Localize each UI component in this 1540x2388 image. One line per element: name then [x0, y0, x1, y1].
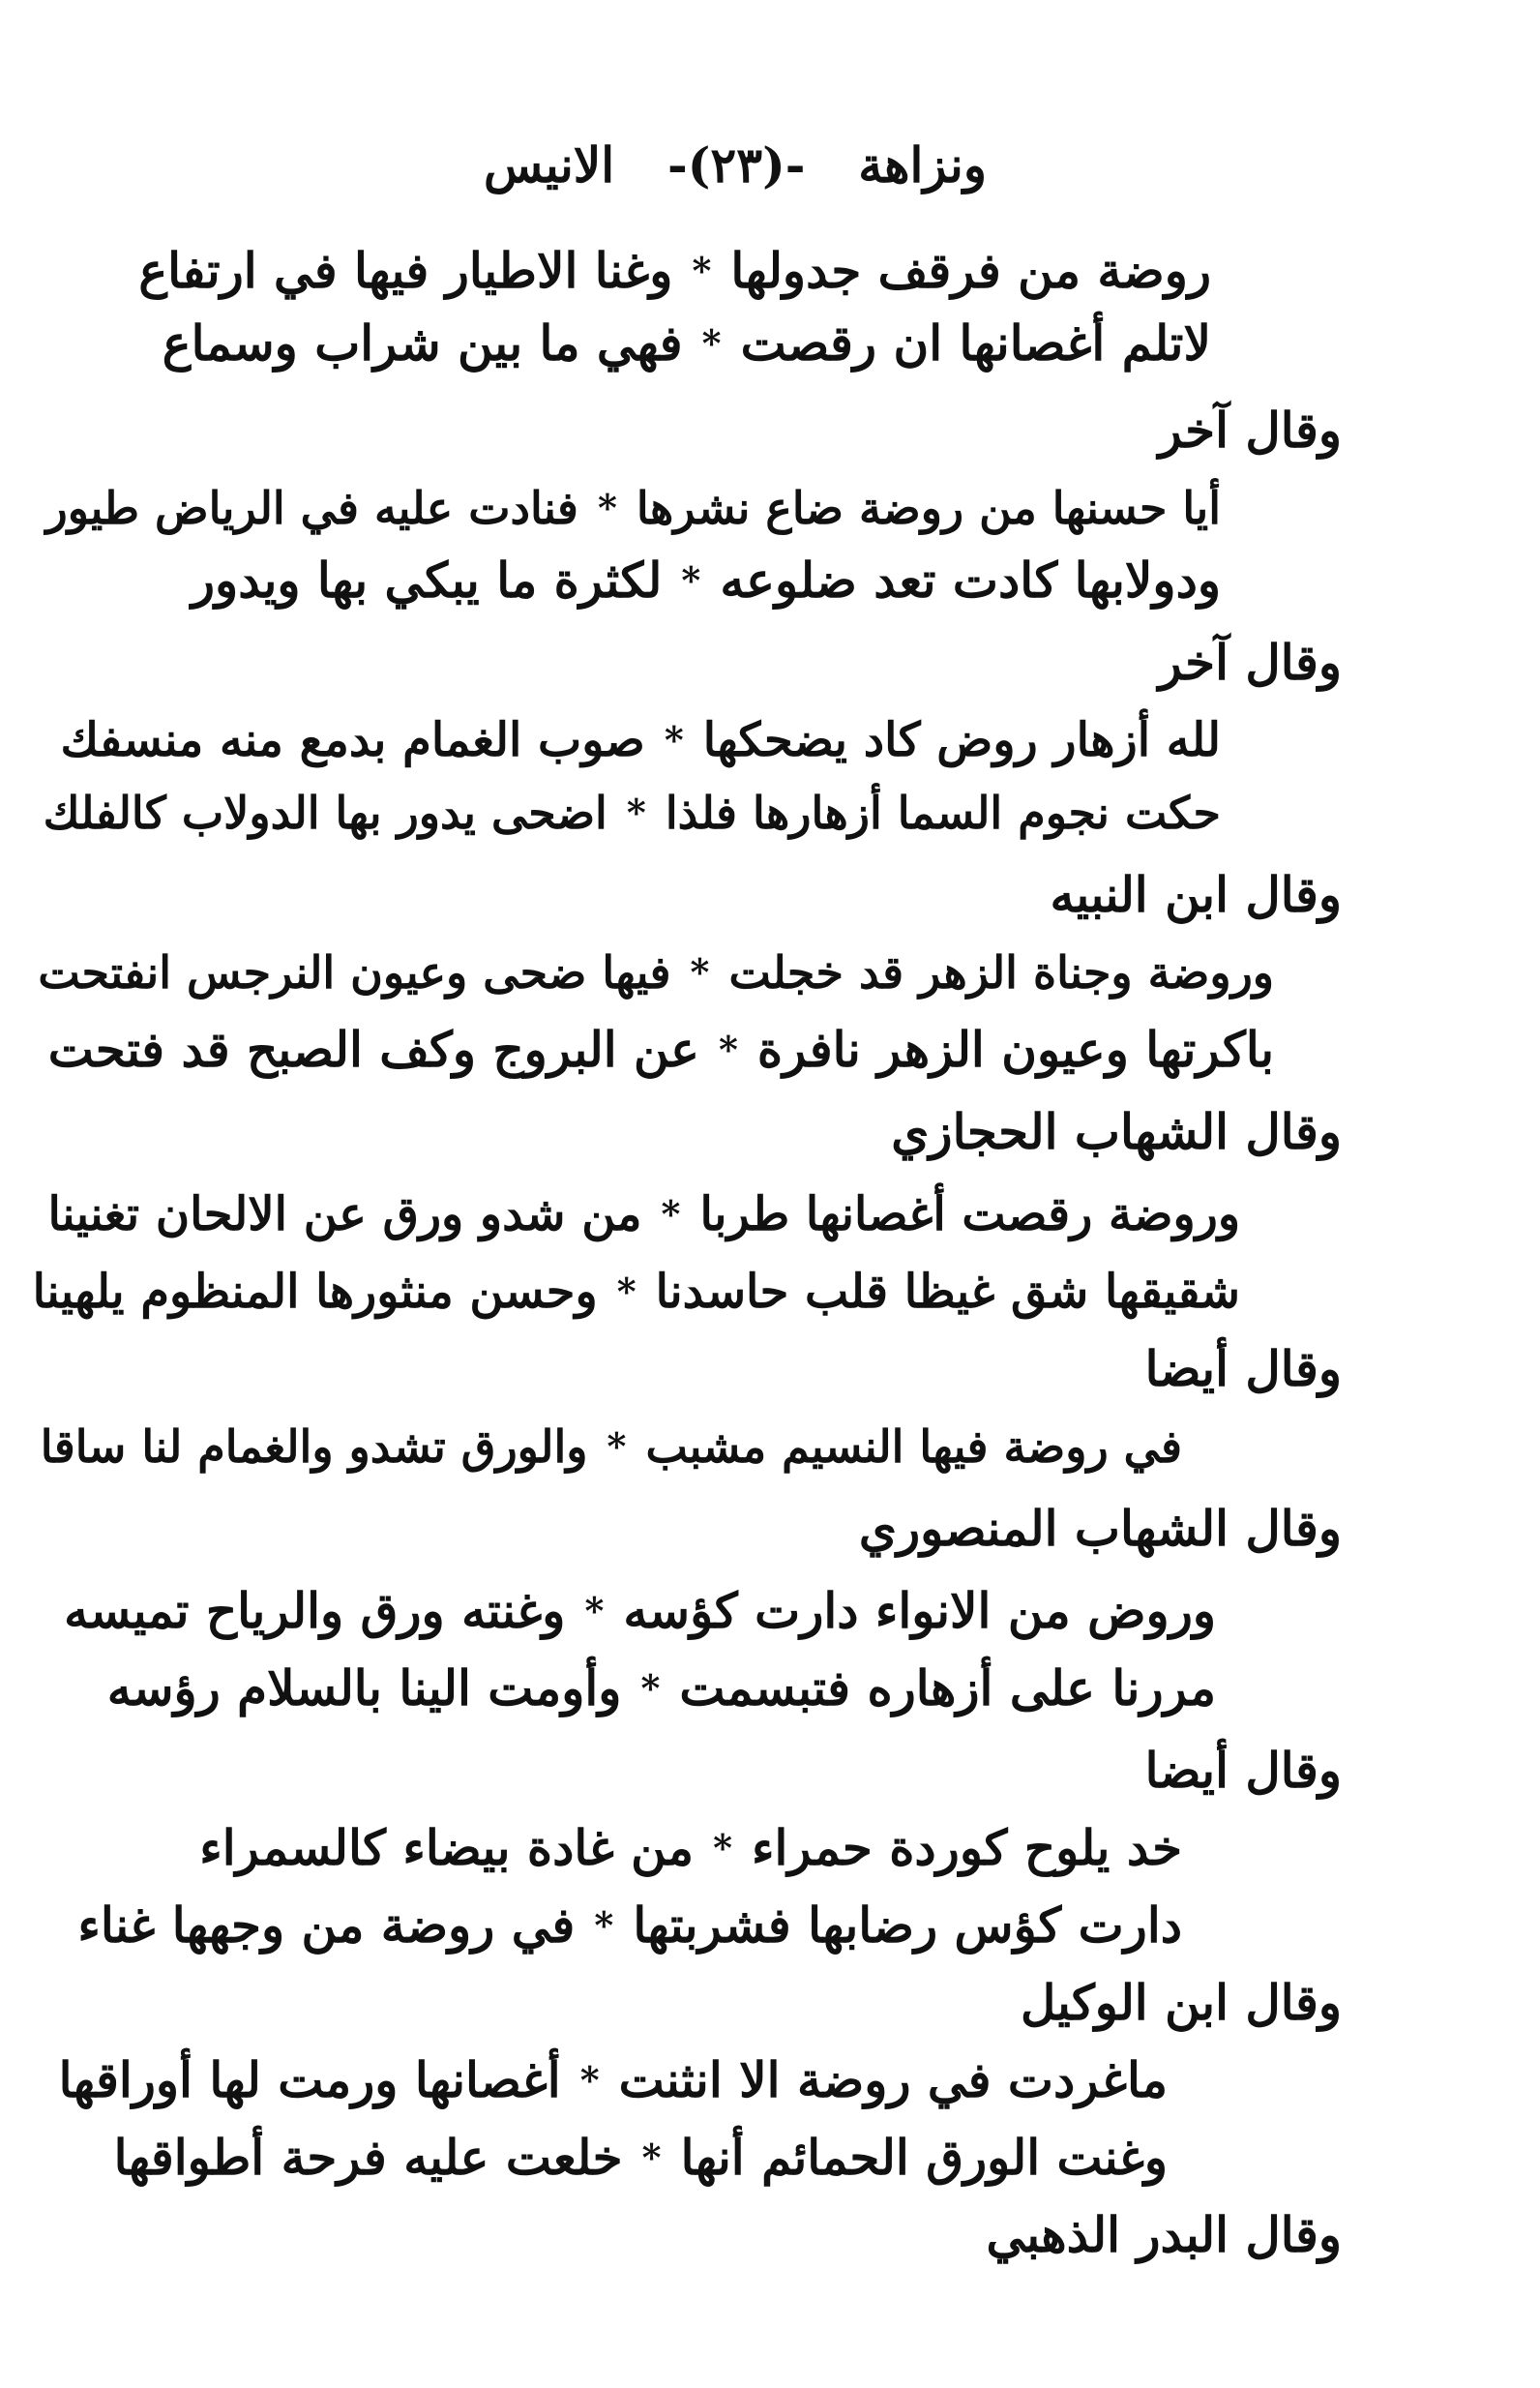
- verse-separator: *: [579, 2058, 600, 2102]
- verse-first-hemistich: وروضة رقصت أغصانها طربا: [699, 1187, 1240, 1241]
- poet-attribution: وقال أيضا: [1144, 1340, 1342, 1397]
- verse-line: [59, 2042, 1168, 2119]
- verse-line: [138, 232, 1211, 310]
- verse-line: [64, 1572, 1216, 1650]
- verse-second-hemistich: عن البروج وكف الصبح قد فتحت: [47, 1021, 699, 1078]
- verse-line: [44, 774, 1221, 851]
- verse-first-hemistich: في روضة فيها النسيم مشبب: [645, 1420, 1182, 1473]
- verse-line: [48, 1011, 1274, 1089]
- verse-line: [61, 701, 1222, 779]
- verse-separator: *: [692, 249, 712, 292]
- verse-second-hemistich: والورق تشدو والغمام لنا ساقا: [40, 1420, 588, 1473]
- verse-separator: *: [664, 718, 684, 761]
- verse-line: [163, 305, 1211, 382]
- verse-separator: *: [718, 1028, 738, 1071]
- verse-second-hemistich: أغصانها ورمت لها أوراقها: [58, 2051, 561, 2108]
- verse-first-hemistich: وغنت الورق الحمائم أنها: [680, 2129, 1168, 2186]
- verse-line: [107, 1650, 1216, 1727]
- poet-attribution: وقال الشهاب الحجازي: [891, 1103, 1342, 1160]
- page-header: [484, 126, 987, 203]
- verse-line: [192, 542, 1221, 619]
- verse-separator: *: [713, 1826, 732, 1869]
- verse-second-hemistich: في روضة من وجهها غناء: [77, 1896, 576, 1954]
- verse-second-hemistich: لكثرة ما يبكي بها ويدور: [191, 552, 663, 609]
- verse-second-hemistich: خلعت عليه فرحة أطواقها: [113, 2129, 623, 2186]
- poet-attribution: وقال ابن النبيه: [1050, 866, 1342, 923]
- verse-second-hemistich: فهي ما بين شراب وسماع: [162, 314, 683, 372]
- verse-second-hemistich: صوب الغمام بدمع منه منسفك: [60, 713, 645, 767]
- verse-line: [77, 1887, 1182, 1964]
- header-title-left: الانيس: [484, 135, 615, 194]
- verse-line: [46, 469, 1221, 547]
- verse-first-hemistich: ماغردت في روضة الا انثنت: [618, 2051, 1168, 2108]
- verse-second-hemistich: من غادة بيضاء كالسمراء: [199, 1819, 694, 1876]
- verse-first-hemistich: مررنا على أزهاره فتبسمت: [679, 1659, 1216, 1716]
- verse-separator: *: [626, 791, 646, 834]
- verse-separator: *: [701, 321, 722, 365]
- verse-separator: *: [690, 950, 710, 994]
- poet-attribution: وقال البدر الذهبي: [986, 2206, 1342, 2263]
- verse-line: [114, 2119, 1168, 2196]
- verse-second-hemistich: وغنا الاطيار فيها في ارتفاع: [138, 242, 673, 299]
- poet-attribution: وقال الشهاب المنصوري: [858, 1500, 1342, 1557]
- verse-first-hemistich: وروضة وجناة الزهر قد خجلت: [728, 946, 1274, 999]
- verse-separator: *: [640, 1666, 661, 1710]
- verse-first-hemistich: شقيقها شق غيظا قلب حاسدنا: [655, 1265, 1240, 1319]
- verse-separator: *: [681, 558, 701, 602]
- verse-first-hemistich: خد يلوح كوردة حمراء: [752, 1819, 1182, 1876]
- verse-first-hemistich: أيا حسنها من روضة ضاع نشرها: [636, 482, 1221, 534]
- verse-second-hemistich: وحسن منثورها المنظوم يلهينا: [32, 1265, 598, 1319]
- poet-attribution: وقال آخر: [1158, 402, 1342, 459]
- verse-first-hemistich: لاتلم أغصانها ان رقصت: [740, 314, 1211, 372]
- verse-second-hemistich: فيها ضحى وعيون النرجس انفتحت: [38, 946, 671, 999]
- verse-separator: *: [607, 1424, 627, 1468]
- verse-line: [38, 934, 1274, 1011]
- verse-line: [41, 1408, 1182, 1485]
- verse-second-hemistich: وغنته ورق والرياح تميسه: [64, 1582, 566, 1639]
- header-title-right: ونزاهة: [858, 135, 987, 194]
- verse-first-hemistich: باكرتها وعيون الزهر نافرة: [756, 1021, 1274, 1078]
- poet-attribution: وقال أيضا: [1144, 1742, 1342, 1799]
- verse-first-hemistich: وروض من الانواء دارت كؤسه: [623, 1582, 1216, 1639]
- page-number: -(٢٣)-: [666, 135, 806, 194]
- verse-separator: *: [597, 486, 617, 529]
- verse-first-hemistich: ودولابها كادت تعد ضلوعه: [720, 552, 1221, 609]
- poet-attribution: وقال ابن الوكيل: [1020, 1974, 1342, 2031]
- verse-line: [48, 1176, 1240, 1253]
- verse-first-hemistich: حكت نجوم السما أزهارها فلذا: [665, 787, 1221, 839]
- verse-separator: *: [584, 1589, 605, 1632]
- verse-separator: *: [616, 1269, 637, 1313]
- verse-first-hemistich: روضة من فرقف جدولها: [730, 242, 1211, 299]
- poet-attribution: وقال آخر: [1158, 634, 1342, 691]
- verse-second-hemistich: وأومت الينا بالسلام رؤسه: [106, 1659, 622, 1716]
- verse-line: [33, 1253, 1240, 1330]
- verse-line: [199, 1809, 1182, 1887]
- verse-separator: *: [594, 1903, 614, 1947]
- verse-separator: *: [641, 2135, 662, 2179]
- verse-separator: *: [661, 1192, 681, 1236]
- verse-second-hemistich: اضحى يدور بها الدولاب كالفلك: [43, 787, 607, 839]
- verse-first-hemistich: لله أزهار روض كاد يضحكها: [702, 713, 1221, 767]
- verse-second-hemistich: فنادت عليه في الرياض طيور: [45, 482, 578, 534]
- verse-first-hemistich: دارت كؤس رضابها فشربتها: [633, 1896, 1182, 1954]
- verse-second-hemistich: من شدو ورق عن الالحان تغنينا: [47, 1187, 642, 1241]
